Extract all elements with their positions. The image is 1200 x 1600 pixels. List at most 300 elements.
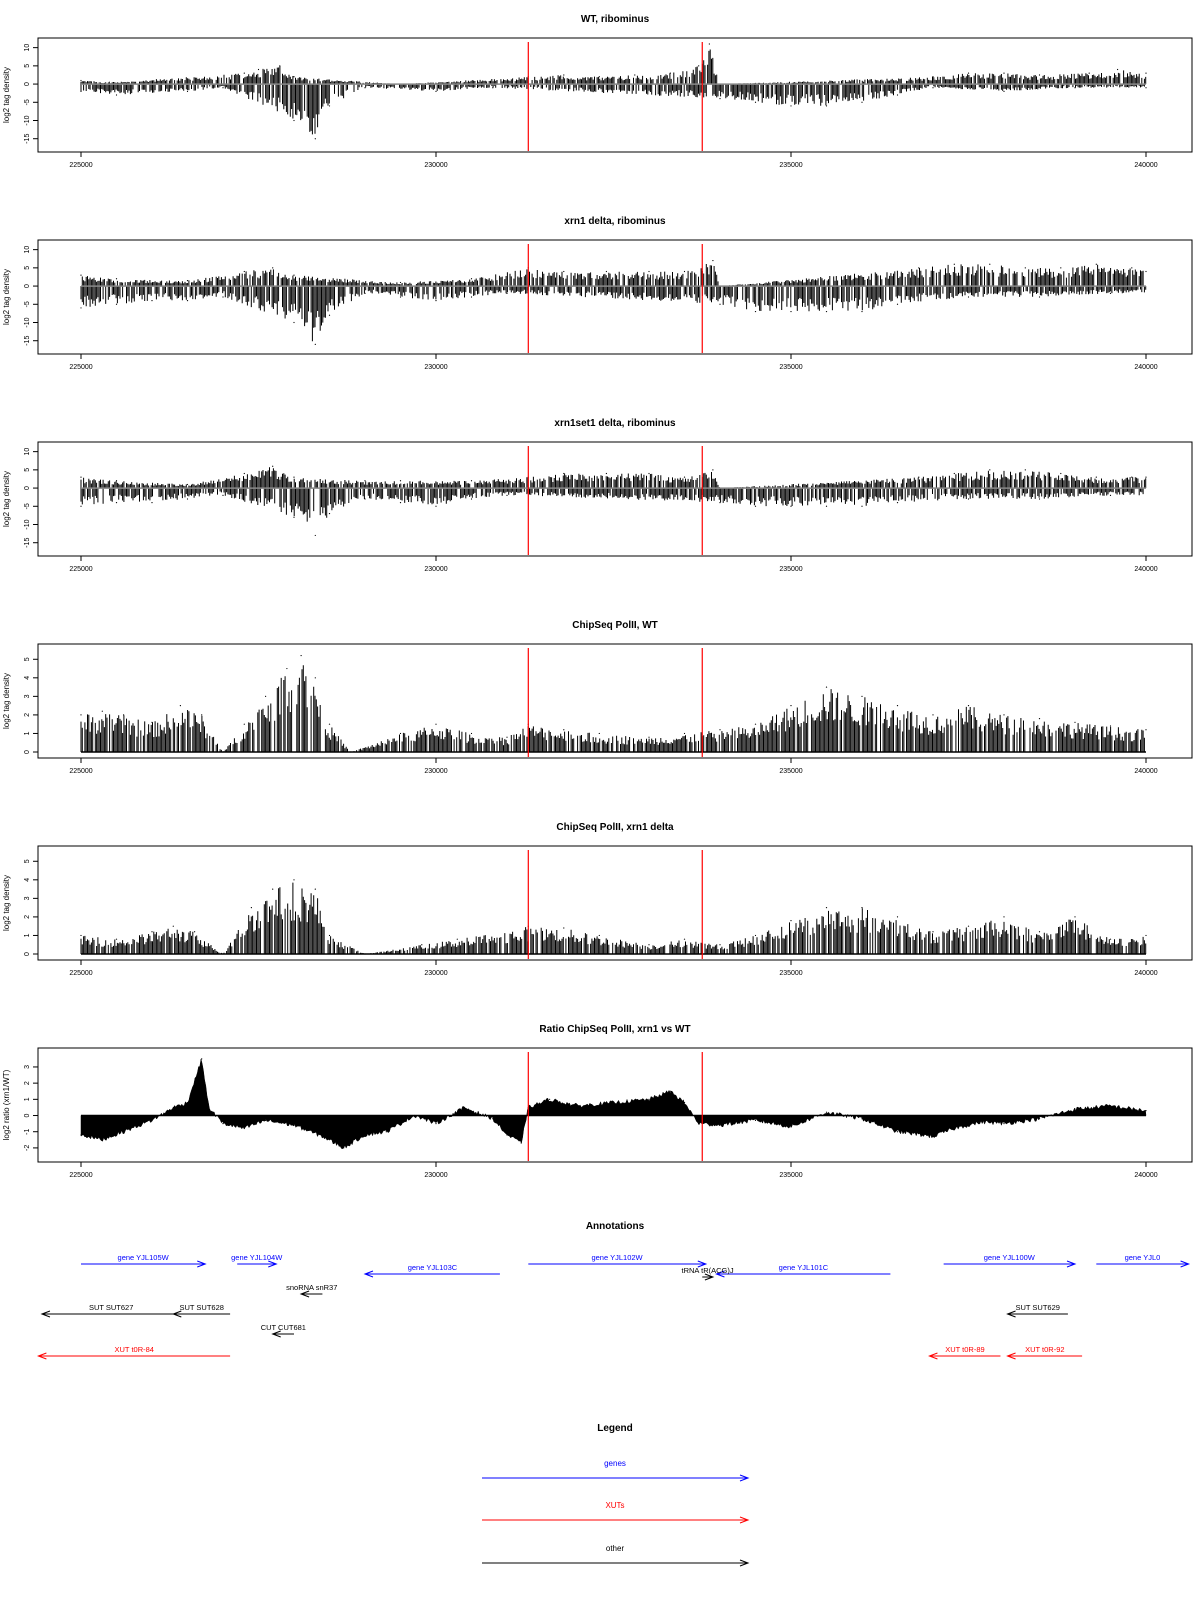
data-point-plus — [648, 944, 649, 945]
data-point-minus — [1039, 296, 1040, 297]
data-point-minus — [364, 498, 365, 499]
data-point-plus — [1060, 473, 1061, 474]
data-point — [222, 1123, 223, 1124]
data-point-plus — [712, 469, 713, 470]
data-point-minus — [790, 105, 791, 106]
annotation-label: XUT t0R-89 — [945, 1345, 985, 1354]
data-point-plus — [1074, 722, 1075, 723]
y-tick-label: 5 — [24, 265, 31, 270]
y-tick-label: 10 — [24, 43, 31, 52]
data-point-plus — [194, 931, 195, 932]
data-point-minus — [755, 311, 756, 312]
data-point-minus — [755, 102, 756, 103]
y-tick-label: -5 — [24, 301, 31, 308]
y-tick-label: 0 — [24, 750, 31, 754]
y-tick-label: -10 — [24, 115, 31, 126]
data-point-plus — [109, 82, 110, 83]
data-point-plus — [755, 724, 756, 725]
data-point — [435, 1123, 436, 1124]
annotation-label: SUT SUT627 — [88, 1303, 134, 1312]
data-point-plus — [1089, 73, 1090, 74]
data-point-minus — [116, 502, 117, 503]
data-point — [954, 1128, 955, 1129]
annotation-label: gene YJL100W — [983, 1253, 1035, 1262]
data-point-plus — [187, 484, 188, 485]
annotation-label: gene YJL105W — [117, 1253, 169, 1262]
y-axis-label: log2 tag density — [2, 874, 11, 932]
data-point-minus — [315, 344, 316, 345]
data-point-plus — [1145, 477, 1146, 478]
data-point-plus — [897, 916, 898, 917]
data-point-plus — [755, 935, 756, 936]
data-point — [151, 1120, 152, 1121]
data-point-plus — [329, 935, 330, 936]
x-tick-label: 225000 — [69, 162, 93, 169]
data-marks — [80, 655, 1146, 753]
data-point-plus — [80, 935, 81, 936]
data-point-minus — [364, 87, 365, 88]
y-tick-label: -5 — [24, 503, 31, 510]
ratio-area — [81, 1059, 1146, 1149]
data-point-plus — [606, 271, 607, 272]
data-point-plus — [251, 907, 252, 908]
data-point-plus — [599, 76, 600, 77]
chart-panel-4 — [2, 620, 1192, 775]
data-point-plus — [684, 733, 685, 734]
data-point-minus — [1003, 91, 1004, 92]
y-tick-label: 3 — [24, 896, 31, 901]
annotation-gene-yjl105w — [81, 1253, 205, 1267]
data-point-plus — [709, 43, 710, 44]
data-point-minus — [897, 304, 898, 305]
y-tick-label: 0 — [24, 952, 31, 956]
data-point-minus — [968, 296, 969, 297]
signal-bars — [81, 50, 1146, 135]
legend-item-other — [482, 1544, 748, 1566]
y-tick-label: 1 — [24, 1097, 31, 1102]
annotations-title: Annotations — [585, 1221, 645, 1232]
data-point-plus — [968, 73, 969, 74]
data-point-minus — [755, 506, 756, 507]
data-point-minus — [315, 535, 316, 536]
data-point — [123, 1131, 124, 1132]
data-point-plus — [471, 278, 472, 279]
legend-label: genes — [604, 1459, 626, 1468]
data-point-plus — [563, 271, 564, 272]
data-point-minus — [790, 506, 791, 507]
data-point-plus — [1096, 264, 1097, 265]
data-point-minus — [897, 502, 898, 503]
data-point-plus — [80, 275, 81, 276]
data-point-plus — [932, 931, 933, 932]
annotation-label: CUT CUT681 — [260, 1323, 306, 1332]
data-point-plus — [457, 939, 458, 940]
data-point-minus — [293, 517, 294, 518]
x-axis — [69, 556, 1157, 573]
data-point-minus — [293, 120, 294, 121]
x-tick-label: 235000 — [779, 162, 803, 169]
data-point — [506, 1134, 507, 1135]
data-point-plus — [173, 926, 174, 927]
chart-title: xrn1set1 delta, ribominus — [554, 418, 676, 429]
data-point-plus — [293, 275, 294, 276]
y-tick-label: 3 — [24, 694, 31, 699]
y-axis-label: log2 ratio (xrn1/WT) — [2, 1069, 11, 1141]
data-point-plus — [187, 280, 188, 281]
x-tick-label: 230000 — [424, 768, 448, 775]
data-point-minus — [187, 300, 188, 301]
signal-bars — [81, 883, 1146, 954]
data-point-plus — [400, 282, 401, 283]
data-point-minus — [435, 300, 436, 301]
data-point-plus — [201, 714, 202, 715]
data-point-plus — [563, 927, 564, 928]
data-point-plus — [1117, 69, 1118, 70]
data-point-plus — [329, 724, 330, 725]
data-point-plus — [719, 729, 720, 730]
y-axis-label: log2 tag density — [2, 470, 11, 528]
legend-section — [482, 1423, 748, 1566]
data-point-plus — [790, 920, 791, 921]
data-point-minus — [471, 498, 472, 499]
data-point — [1110, 1105, 1111, 1106]
y-tick-label: 4 — [24, 675, 31, 680]
chart-panel-2 — [2, 216, 1192, 371]
x-tick-label: 235000 — [779, 364, 803, 371]
x-tick-label: 225000 — [69, 768, 93, 775]
annotation-trna-tr-acg-j — [682, 1266, 734, 1280]
data-point-plus — [272, 888, 273, 889]
data-point-plus — [265, 696, 266, 697]
annotation-gene-yjl0 — [1096, 1253, 1188, 1267]
data-point-plus — [180, 705, 181, 706]
data-point-plus — [606, 473, 607, 474]
data-point-plus — [1025, 267, 1026, 268]
data-point-plus — [151, 722, 152, 723]
data-point-plus — [954, 473, 955, 474]
y-tick-label: -15 — [24, 133, 31, 144]
y-tick-label: 5 — [24, 859, 31, 864]
chart-title: ChipSeq PolII, xrn1 delta — [556, 822, 674, 833]
y-tick-label: 4 — [24, 877, 31, 882]
data-point-plus — [293, 879, 294, 880]
plot-frame — [38, 38, 1192, 152]
data-point-minus — [222, 495, 223, 496]
x-tick-label: 235000 — [779, 566, 803, 573]
data-point — [1003, 1123, 1004, 1124]
data-point-minus — [400, 296, 401, 297]
y-axis — [24, 1065, 38, 1151]
data-point-plus — [1074, 916, 1075, 917]
data-point — [187, 1102, 188, 1103]
signal-bars — [81, 665, 1144, 752]
y-tick-label: 0 — [24, 1113, 31, 1118]
data-point-plus — [293, 477, 294, 478]
data-point-minus — [968, 498, 969, 499]
data-point-plus — [790, 705, 791, 706]
data-point-plus — [471, 733, 472, 734]
x-axis — [69, 1162, 1157, 1179]
data-point-plus — [272, 267, 273, 268]
data-point-plus — [563, 729, 564, 730]
data-point-plus — [1096, 477, 1097, 478]
data-point-minus — [506, 495, 507, 496]
data-point-minus — [364, 293, 365, 294]
y-tick-label: 1 — [24, 731, 31, 736]
data-point — [982, 1121, 983, 1122]
chart-title: xrn1 delta, ribominus — [564, 216, 666, 227]
x-tick-label: 240000 — [1134, 566, 1158, 573]
data-point-plus — [1145, 729, 1146, 730]
legend-title: Legend — [597, 1423, 633, 1434]
data-point-plus — [954, 264, 955, 265]
data-point-minus — [1110, 495, 1111, 496]
data-point — [755, 1120, 756, 1121]
data-point-plus — [648, 473, 649, 474]
legend-item-XUTs — [482, 1501, 748, 1523]
data-point — [244, 1128, 245, 1129]
data-point-plus — [563, 74, 564, 75]
x-tick-label: 240000 — [1134, 970, 1158, 977]
data-point-plus — [1039, 931, 1040, 932]
data-point-plus — [301, 655, 302, 656]
x-tick-label: 230000 — [424, 1172, 448, 1179]
data-point-plus — [684, 477, 685, 478]
annotation-label: gene YJL102W — [591, 1253, 643, 1262]
annotation-xut-t0r-92 — [1008, 1345, 1083, 1359]
data-marks — [80, 43, 1146, 139]
data-point-minus — [435, 91, 436, 92]
data-point-plus — [1039, 718, 1040, 719]
annotation-label: XUT t0R-92 — [1025, 1345, 1065, 1354]
data-point-plus — [1145, 271, 1146, 272]
plot-frame — [38, 644, 1192, 758]
data-point-plus — [599, 733, 600, 734]
data-marks — [80, 260, 1146, 345]
x-tick-label: 240000 — [1134, 768, 1158, 775]
annotation-gene-yjl104w — [231, 1253, 283, 1267]
annotations-section — [38, 1221, 1188, 1359]
data-point-minus — [506, 293, 507, 294]
legend-label: other — [605, 1544, 625, 1553]
data-point-plus — [1131, 267, 1132, 268]
chart-panel-5 — [2, 822, 1192, 977]
data-point — [322, 1136, 323, 1137]
chart-title: Ratio ChipSeq PolII, xrn1 vs WT — [539, 1024, 691, 1035]
data-point-plus — [670, 73, 671, 74]
data-point-plus — [932, 714, 933, 715]
data-point-plus — [1145, 935, 1146, 936]
data-point-minus — [826, 105, 827, 106]
chart-panel-3 — [2, 418, 1192, 573]
data-point-minus — [151, 502, 152, 503]
y-tick-label: -10 — [24, 317, 31, 328]
data-point-minus — [80, 506, 81, 507]
annotation-gene-yjl101c — [716, 1263, 890, 1277]
x-tick-label: 235000 — [779, 1172, 803, 1179]
y-tick-label: -15 — [24, 335, 31, 346]
data-point-minus — [719, 98, 720, 99]
data-point — [102, 1139, 103, 1140]
chart-panel-6 — [2, 1024, 1192, 1179]
data-point — [719, 1125, 720, 1126]
data-point-minus — [861, 311, 862, 312]
data-point-plus — [244, 271, 245, 272]
y-tick-label: -5 — [24, 99, 31, 106]
data-point-minus — [826, 506, 827, 507]
data-point-plus — [968, 926, 969, 927]
x-tick-label: 230000 — [424, 970, 448, 977]
data-point-plus — [1025, 469, 1026, 470]
signal-bars — [81, 467, 1146, 521]
data-point-plus — [684, 271, 685, 272]
annotation-label: gene YJL0 — [1124, 1253, 1161, 1262]
data-point-plus — [897, 705, 898, 706]
data-point-plus — [116, 278, 117, 279]
y-tick-label: -2 — [24, 1144, 31, 1152]
data-point-plus — [1039, 74, 1040, 75]
data-point-plus — [826, 907, 827, 908]
data-point-plus — [80, 477, 81, 478]
data-point-minus — [329, 105, 330, 106]
annotation-gene-yjl103c — [365, 1263, 500, 1277]
x-axis — [69, 758, 1157, 775]
x-axis — [69, 960, 1157, 977]
data-point-minus — [187, 91, 188, 92]
data-point-minus — [80, 91, 81, 92]
data-point-plus — [1003, 916, 1004, 917]
data-point-plus — [123, 714, 124, 715]
y-tick-label: 5 — [24, 63, 31, 68]
data-point — [932, 1136, 933, 1137]
data-point-plus — [932, 76, 933, 77]
data-point-plus — [272, 466, 273, 467]
y-tick-label: -1 — [24, 1128, 31, 1135]
x-tick-label: 225000 — [69, 364, 93, 371]
x-tick-label: 235000 — [779, 768, 803, 775]
y-tick-label: 5 — [24, 467, 31, 472]
data-point — [492, 1118, 493, 1119]
data-point-minus — [329, 315, 330, 316]
data-point — [861, 1118, 862, 1119]
data-point — [265, 1120, 266, 1121]
data-point-plus — [989, 469, 990, 470]
annotation-gene-yjl100w — [944, 1253, 1075, 1267]
data-point-plus — [80, 714, 81, 715]
chart-title: ChipSeq PolII, WT — [572, 620, 658, 631]
x-tick-label: 225000 — [69, 1172, 93, 1179]
annotation-label: gene YJL101C — [778, 1263, 829, 1272]
x-tick-label: 235000 — [779, 970, 803, 977]
data-point-minus — [329, 513, 330, 514]
data-point — [826, 1112, 827, 1113]
data-point-minus — [187, 498, 188, 499]
data-marks — [80, 466, 1146, 536]
data-point-plus — [1110, 939, 1111, 940]
data-point-plus — [1003, 714, 1004, 715]
data-point-minus — [116, 94, 117, 95]
x-tick-label: 225000 — [69, 566, 93, 573]
data-point-minus — [222, 296, 223, 297]
data-point-minus — [222, 87, 223, 88]
data-point-plus — [599, 935, 600, 936]
data-point-plus — [315, 888, 316, 889]
data-point-plus — [244, 473, 245, 474]
annotation-label: gene YJL104W — [231, 1253, 283, 1262]
data-point-plus — [506, 737, 507, 738]
data-point-minus — [1074, 87, 1075, 88]
data-point-minus — [435, 506, 436, 507]
data-point — [173, 1107, 174, 1108]
data-point-plus — [400, 480, 401, 481]
data-point-plus — [861, 907, 862, 908]
data-point-minus — [1039, 498, 1040, 499]
y-tick-label: 0 — [24, 284, 31, 289]
data-point-plus — [826, 686, 827, 687]
data-point-plus — [1145, 73, 1146, 74]
signal-bars — [81, 264, 1146, 341]
plot-frame — [38, 846, 1192, 960]
annotation-sut-sut627 — [42, 1303, 180, 1317]
data-point — [670, 1091, 671, 1092]
data-point — [549, 1099, 550, 1100]
data-point-plus — [116, 939, 117, 940]
y-axis-label: log2 tag density — [2, 268, 11, 326]
data-point-plus — [918, 267, 919, 268]
data-point-minus — [1145, 87, 1146, 88]
data-point-plus — [364, 480, 365, 481]
data-point-plus — [315, 677, 316, 678]
annotation-snorna-snr37 — [286, 1283, 337, 1297]
data-point — [1145, 1110, 1146, 1111]
data-point — [364, 1134, 365, 1135]
x-axis — [69, 354, 1157, 371]
y-tick-label: 0 — [24, 486, 31, 491]
data-marks — [80, 879, 1146, 954]
data-point-plus — [563, 473, 564, 474]
data-point — [293, 1125, 294, 1126]
annotation-cut-cut681 — [261, 1323, 306, 1337]
y-tick-label: 0 — [24, 82, 31, 87]
data-point-plus — [684, 939, 685, 940]
annotation-label: snoRNA snR37 — [286, 1283, 338, 1292]
data-point-minus — [719, 304, 720, 305]
y-axis-label: log2 tag density — [2, 672, 11, 730]
data-point-minus — [790, 311, 791, 312]
data-point-plus — [712, 260, 713, 261]
x-tick-label: 225000 — [69, 970, 93, 977]
data-point-plus — [116, 480, 117, 481]
data-point-minus — [315, 138, 316, 139]
y-axis — [24, 246, 38, 346]
y-axis — [24, 859, 38, 956]
data-point-minus — [492, 87, 493, 88]
data-point-plus — [648, 271, 649, 272]
y-axis — [24, 448, 38, 548]
annotation-label: gene YJL103C — [407, 1263, 458, 1272]
data-point-plus — [244, 73, 245, 74]
data-point-plus — [719, 944, 720, 945]
x-tick-label: 240000 — [1134, 162, 1158, 169]
x-tick-label: 240000 — [1134, 364, 1158, 371]
data-point-plus — [102, 711, 103, 712]
data-point-plus — [918, 477, 919, 478]
data-point-plus — [80, 80, 81, 81]
chart-title: WT, ribominus — [580, 14, 650, 25]
data-point — [577, 1105, 578, 1106]
data-point-plus — [435, 724, 436, 725]
data-point-plus — [279, 65, 280, 66]
